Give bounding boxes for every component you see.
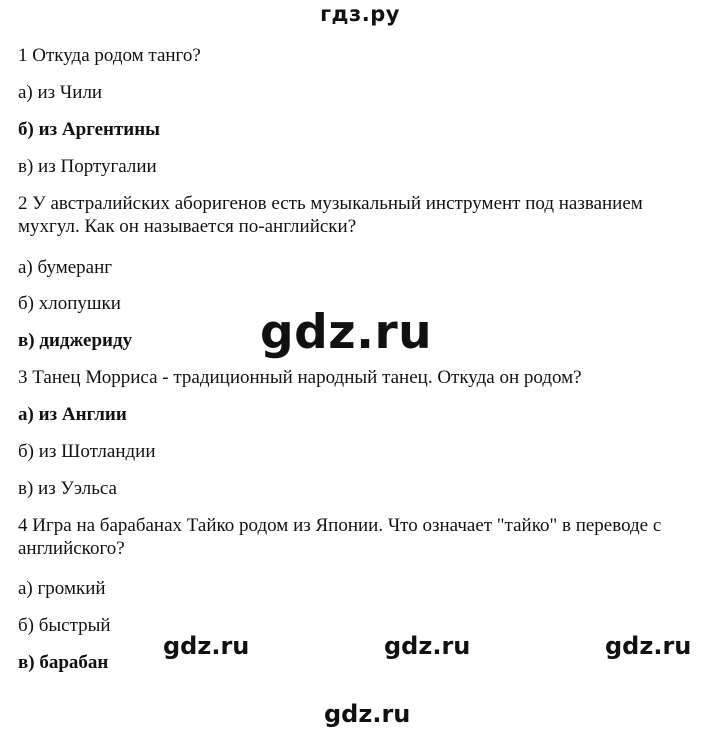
question-4-option-c-answer: в) барабан <box>18 652 109 673</box>
watermark-center: gdz.ru <box>260 305 433 360</box>
question-2-option-b: б) хлопушки <box>18 293 121 314</box>
question-2-option-a: а) бумеранг <box>18 257 113 278</box>
watermark-row-left: gdz.ru <box>163 632 250 660</box>
question-3-option-a-answer: а) из Англии <box>18 404 127 425</box>
question-1-option-b-answer: б) из Аргентины <box>18 119 161 140</box>
watermark-row-right: gdz.ru <box>605 632 692 660</box>
question-3-option-b: б) из Шотландии <box>18 441 156 462</box>
question-1-option-a: а) из Чили <box>18 82 103 103</box>
question-2-option-c-answer: в) диджериду <box>18 330 133 351</box>
watermark-bottom: gdz.ru <box>324 700 411 728</box>
question-4-option-a: а) громкий <box>18 578 106 599</box>
site-header-title: гдз.ру <box>320 2 400 26</box>
question-1-text: 1 Откуда родом танго? <box>18 45 201 66</box>
question-2-text: 2 У австралийских аборигенов есть музыкальный инструмент под названием мухгул. Как он называется по-английски? <box>18 193 643 237</box>
question-3-text: 3 Танец Морриса - традиционный народный танец. Откуда он родом? <box>18 367 582 388</box>
question-4-text: 4 Игра на барабанах Тайко родом из Японии. Что означает "тайко" в переводе с английского? <box>18 515 662 559</box>
question-4-option-b: б) быстрый <box>18 615 111 636</box>
watermark-row-middle: gdz.ru <box>384 632 471 660</box>
question-3-option-c: в) из Уэльса <box>18 478 117 499</box>
question-1-option-c: в) из Португалии <box>18 156 157 177</box>
